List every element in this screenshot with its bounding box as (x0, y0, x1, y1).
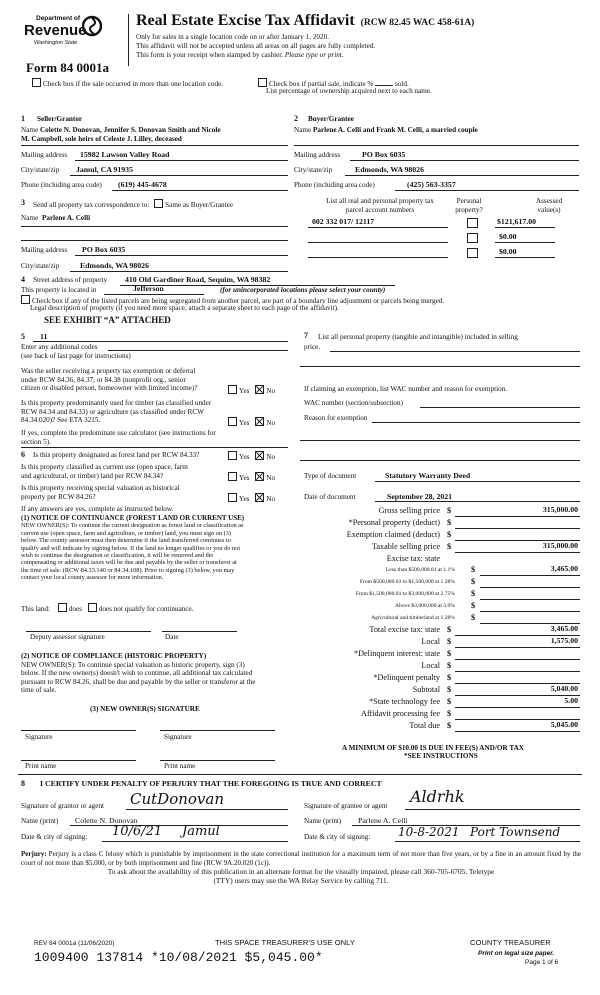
certify-statement: I CERTIFY UNDER PENALTY OF PERJURY THAT THE FOREGOING IS TRUE AND CORRECT (40, 779, 382, 788)
tax-underline-personal (455, 528, 580, 529)
tax-dollar-tier5: $ (471, 613, 476, 622)
see-instructions: *SEE INSTRUCTIONS (404, 752, 478, 760)
s6-q3-yes-checkbox[interactable] (228, 493, 237, 502)
corr-name: Parlene A. Celli (41, 214, 91, 222)
s6-q3-no-checkbox[interactable] (255, 493, 264, 502)
s5-q2-yes-checkbox[interactable] (228, 417, 237, 426)
tax-label-total: Total due (409, 721, 440, 730)
buyer-phone[interactable]: (425) 563-3357 (407, 180, 456, 189)
section6-number: 6 (21, 450, 25, 459)
corr-mailing-label: Mailing address (21, 246, 68, 254)
s6-q2-answer: Yes No (228, 472, 275, 483)
continuance-notice: (1) NOTICE OF CONTINUANCE (FOREST LAND OR CURRENT USE) NEW OWNER(S): To continue the current designation as forest land or classification as current use (open space, farm and agriculture, or timber) land, you must sign on (3) below. The county assessor must then determine if the land transferred continues to qualify and will indicate by signing below. If the land no longer qualifies or you do not wish to continue the designation or classification, it will be removed and the compensating or additional taxes will be due and payable by the seller or transferor at the time of sale. (RCW 84.33.140 or 84.34.108). Prior to signing (3) below, you may contact your local county assessor for more information. (21, 514, 245, 582)
section7-label: List all personal property (tangible and intangible) included in selling (318, 333, 518, 341)
tax-dollar-delinq-state: $ (447, 649, 452, 658)
seller-city-label: City/state/zip (21, 166, 60, 174)
dept-line3: Washington State (34, 40, 78, 46)
assessed-value-3[interactable]: $0.00 (499, 247, 517, 256)
exhibit-note: SEE EXHIBIT “A” ATTACHED (44, 315, 171, 325)
tax-dollar-gross: $ (447, 506, 452, 515)
grantor-name-print-label: Name (print) (21, 817, 59, 825)
s5-q2-answer: Yes No (228, 417, 275, 428)
tax-label-gross: Gross selling price (378, 506, 440, 515)
multi-location-checkbox[interactable] (32, 78, 41, 87)
grantee-city: Port Townsend (470, 825, 561, 839)
grantor-city: Jamul (182, 824, 220, 839)
seller-phone[interactable]: (619) 445-4678 (118, 180, 167, 189)
tax-value-total[interactable]: 5,045.00 (550, 720, 578, 729)
partial-sale-checkbox[interactable] (258, 78, 267, 87)
tax-underline-delinq-local (455, 671, 580, 672)
grantee-name-print[interactable]: Parlene A. Celli (358, 816, 408, 825)
s6-q3: Is this property receiving special valuation as historical property per RCW 84.26? (21, 484, 180, 501)
section7-label2: price. (304, 343, 321, 351)
alt-format-line1: To ask about the availability of this publication in an alternate format for the visually impaired, please call 360-705-6705. Teletype (107, 867, 495, 876)
tax-underline-tier1 (480, 575, 580, 576)
tax-dollar-tier3: $ (471, 589, 476, 598)
s6-q3-answer: Yes No (228, 493, 275, 504)
seller-mailing[interactable]: 15982 Lawson Valley Road (80, 150, 170, 159)
tax-underline-delinq-state (455, 659, 580, 660)
tax-underline-tech (455, 707, 580, 708)
tax-value-local[interactable]: 1,575.00 (550, 636, 578, 645)
header-note2: This affidavit will not be accepted unless all areas on all pages are fully completed. (136, 42, 376, 50)
dor-logo (22, 13, 106, 51)
tax-underline-subtotal (455, 695, 580, 696)
tax-label-penalty: *Delinquent penalty (373, 673, 440, 682)
tax-value-tier1[interactable]: 3,465.00 (550, 564, 578, 573)
tax-value-taxable[interactable]: 315,000.00 (542, 541, 578, 550)
parcel-header-3: Assessed value(s) (535, 197, 563, 214)
form-number: Form 84 0001a (26, 60, 110, 75)
tax-dollar-tier4: $ (471, 601, 476, 610)
location-code[interactable]: 11 (40, 332, 48, 341)
tax-dollar-affidavit: $ (447, 709, 452, 718)
corr-mailing[interactable]: PO Box 6035 (82, 245, 126, 254)
grantor-signature: CutDonovan (130, 790, 224, 808)
new-owner-signature-1: Signature (25, 733, 53, 741)
header-note3 (136, 51, 344, 60)
does-not-checkbox[interactable] (88, 603, 97, 612)
tax-value-tech[interactable]: 5.00 (564, 696, 578, 705)
partial-pct-field[interactable] (375, 85, 393, 86)
exemption-label: If claiming an exemption, list WAC number and reason for exemption. (304, 385, 508, 393)
footer-rev: REV 84 0001a (11/06/2020) (34, 940, 115, 947)
tax-label-delinq-local: Local (421, 661, 440, 670)
same-as-buyer-checkbox[interactable] (154, 199, 163, 208)
partial-sale-row: Check box if partial sale, indicate % sold. (258, 78, 409, 89)
tax-label-taxable: Taxable selling price (371, 542, 440, 551)
s5-q2-no-checkbox[interactable] (255, 417, 264, 426)
segregated-row: Check box if any of the listed parcels are being segregated from another parcel, are part of a boundary line adjustment or parcels being merged. (21, 295, 444, 306)
grantor-name-print[interactable]: Colette N. Donovan (75, 816, 138, 825)
seller-name-2: M. Campbell, sole heirs of Celeste J. Lilley, deceased (21, 134, 182, 143)
seller-phone-label: Phone (including area code) (21, 181, 102, 189)
s6-q1-yes-checkbox[interactable] (228, 451, 237, 460)
s6-q1: Is this property designated as forest land per RCW 84.33? (33, 451, 200, 459)
s5-q1-answer: Yes No (228, 385, 275, 396)
header-note1: Only for sales in a single location code on or after January 1, 2020. (136, 33, 330, 41)
s5-q2: Is this property predominantly used for timber (as classified under RCW 84.34 and 84.33) or agriculture (as classified under RCW 84.34.020)? See ETA 3215. (21, 399, 212, 425)
tax-label-tier5: Agricultural and timberland at 1.28% (371, 615, 455, 621)
s6-q2-no-checkbox[interactable] (255, 472, 264, 481)
section3-number: 3 (21, 198, 25, 207)
seller-name: Colette N. Donovan, Jennifer S. Donovan Smith and Nicole (39, 126, 221, 134)
buyer-name-row: Name Parlene A. Celli and Frank M. Celli, a married couple (294, 126, 478, 134)
tax-underline-local (455, 647, 580, 648)
form-title-row (136, 12, 474, 30)
tax-value-total-state[interactable]: 3,465.00 (550, 624, 578, 633)
tax-label-tier1: Less than $500,000.01 at 1.1% (385, 567, 455, 573)
tax-label-tier3: From $1,500,000.01 to $3,000,000 at 2.75% (355, 591, 455, 597)
assessor-signature-label: Deputy assessor signature (30, 633, 105, 641)
grantor-signature-label: Signature of grantor or agent (21, 802, 105, 810)
s6-q2: Is this property classified as current use (open space, farm and agricultural, or timber) land per RCW 84.34? (21, 463, 188, 480)
tax-underline-taxable (455, 552, 580, 553)
tax-dollar-tier1: $ (471, 565, 476, 574)
tax-dollar-subtotal: $ (447, 685, 452, 694)
section8-number: 8 (21, 779, 25, 788)
assessed-value-2[interactable]: $0.00 (499, 232, 517, 241)
corr-name-row: Name Parlene A. Celli (21, 214, 91, 222)
tax-underline-gross (455, 516, 580, 517)
reason-label: Reason for exemption (304, 414, 368, 422)
buyer-heading: Buyer/Grantee (308, 115, 354, 123)
section5-number: 5 (21, 332, 25, 341)
tax-dollar-local: $ (447, 637, 452, 646)
tax-label-tier4: Above $3,000,000 at 3.0% (395, 603, 455, 609)
tax-dollar-total-state: $ (447, 625, 452, 634)
footer-legal-paper: Print on legal size paper. (478, 950, 555, 957)
tax-dollar-exemption: $ (447, 530, 452, 539)
corr-city-label: City/state/zip (21, 262, 60, 270)
tax-underline-total (455, 731, 580, 732)
codes-label: Enter any additional codes (21, 343, 98, 351)
parcel-header-1: List all real and personal property tax parcel account numbers (326, 197, 434, 214)
s6-q4: If any answers are yes, complete as instructed below. (21, 505, 174, 513)
grantor-date: 10/6/21 (112, 824, 163, 839)
new-owner-signature-heading: (3) NEW OWNER(S) SIGNATURE (90, 705, 200, 713)
tax-value-subtotal[interactable]: 5,040.00 (550, 684, 578, 693)
buyer-city[interactable]: Edmonds, WA 98026 (355, 165, 424, 174)
s6-q1-answer: Yes No (228, 451, 275, 462)
s5-q3: If yes, complete the predominate use calculator (see instructions for section 5). (21, 429, 216, 446)
located-label: This property is located in (21, 286, 97, 294)
personal-property-checkbox-1[interactable] (467, 218, 478, 228)
buyer-phone-label: Phone (including area code) (294, 181, 375, 189)
historic-notice: (2) NOTICE OF COMPLIANCE (HISTORIC PROPERTY) NEW OWNER(S): To continue special valuation as historic property, sign (3) below. If the new owner(s) doesn't wish to continue, all additional tax calculated pursuant to RCW 84.26, shall be due and payable by the seller or transferor at the time of sale. (21, 652, 256, 695)
buyer-city-label: City/state/zip (294, 166, 333, 174)
section7-number: 7 (304, 331, 308, 340)
parcel-number-1[interactable]: 002 332 017/ 12117 (312, 217, 375, 226)
doc-date[interactable]: September 28, 2021 (387, 492, 453, 501)
tax-label-excise: Excise tax: state (386, 554, 440, 563)
perjury-notice: Perjury: Perjury is a class C felony which is punishable by imprisonment in the state correctional institution for a maximum term of not more than five years, or by a fine in an amount fixed by the court of not more than $5,000, or by both imprisonment and fine (RCW 9A.20.020 (1c)). (21, 850, 582, 867)
washington-logo-icon (82, 15, 102, 37)
buyer-mailing[interactable]: PO Box 6035 (362, 150, 406, 159)
multi-location-row: Check box if the sale occurred in more than one location code. (32, 78, 223, 89)
doc-type-label: Type of document (304, 472, 357, 480)
property-county[interactable]: Jefferson (133, 284, 164, 293)
grantee-signature: Aldrhk (410, 787, 465, 806)
tax-dollar-tier2: $ (471, 577, 476, 586)
tax-dollar-penalty: $ (447, 673, 452, 682)
tax-dollar-total: $ (447, 721, 452, 730)
s6-q1-no-checkbox[interactable] (255, 451, 264, 460)
section4-number: 4 (21, 275, 25, 284)
treasurer-stamp: 1009400 137814 *10/08/2021 $5,045.00* (34, 950, 323, 965)
tax-label-local: Local (421, 637, 440, 646)
doc-type[interactable]: Statutory Warranty Deed (385, 471, 471, 480)
minimum-fee-note: A MINIMUM OF $10.00 IS DUE IN FEE(S) AND/OR TAX (342, 744, 524, 752)
buyer-name: Parlene A. Celli and Frank M. Celli, a married couple (312, 126, 478, 134)
assessor-date-label: Date (165, 633, 179, 641)
does-checkbox[interactable] (58, 603, 67, 612)
tax-label-personal: *Personal property (deduct) (348, 518, 440, 527)
header-note3a: This form is your receipt when stamped by cashier. (136, 51, 284, 59)
seller-name-row: Name Colette N. Donovan, Jennifer S. Donovan Smith and Nicole M. Campbell, sole heirs of Celeste J. Lilley, deceased (21, 126, 221, 143)
correspondence-row: Send all property tax correspondence to: Same as Buyer/Grantee (33, 201, 234, 209)
seller-city[interactable]: Jamul, CA 91935 (76, 165, 133, 174)
new-owner-signature-2: Signature (164, 733, 192, 741)
tax-label-exemption: Exemption claimed (deduct) (346, 530, 440, 539)
grantee-date-city-label: Date & city of signing: (304, 833, 371, 841)
tax-underline-tier3 (480, 599, 580, 600)
form-title: Real Estate Excise Tax Affidavit (136, 12, 355, 29)
tax-underline-tier4 (480, 611, 580, 612)
this-land-row: This land: does does not qualify for continuance. (21, 605, 194, 613)
form-rcw: (RCW 82.45 WAC 458-61A) (360, 18, 475, 28)
wac-label: WAC number (section/subsection) (304, 399, 404, 407)
footer-page: Page 1 of 6 (525, 959, 559, 966)
tax-label-tier2: From $500,000.01 to $1,500,000 at 1.28% (359, 579, 455, 585)
tax-label-delinq-state: *Delinquent interest: state (354, 649, 440, 658)
header-note3b: Please type or print. (284, 51, 344, 59)
tax-dollar-delinq-local: $ (447, 661, 452, 670)
tax-label-total-state: Total excise tax: state (369, 625, 440, 634)
seller-mailing-label: Mailing address (21, 151, 68, 159)
tax-dollar-personal: $ (447, 518, 452, 527)
s5-q1: Was the seller receiving a property tax exemption or deferral under RCW 84.36, 84.37, or 84.38 (nonprofit org., senior citizen or disabled person, homeowner with limited income)? (21, 367, 198, 393)
tax-value-gross[interactable]: 315,000.00 (542, 505, 578, 514)
new-owner-print-1: Print name (25, 762, 57, 770)
tax-label-subtotal: Subtotal (412, 685, 440, 694)
personal-property-checkbox-2[interactable] (467, 233, 478, 243)
dept-line1: Department of (36, 15, 81, 22)
dept-line2: Revenue (24, 22, 87, 39)
footer-county: COUNTY TREASURER (470, 938, 551, 947)
grantee-name-print-label: Name (print) (304, 817, 342, 825)
section2-number: 2 (294, 114, 298, 123)
alt-format-line2: (TTY) users may use the WA Relay Service by calling 711. (213, 876, 389, 885)
unincorp-note: (for unincorporated locations please select your county) (220, 286, 386, 294)
personal-property-checkbox-3[interactable] (467, 248, 478, 258)
doc-date-label: Date of document (304, 493, 356, 501)
tax-dollar-tech: $ (447, 697, 452, 706)
street-label: Street address of property (33, 276, 108, 284)
tax-label-affidavit: Affidavit processing fee (361, 709, 440, 718)
tax-label-tech: *State technology fee (369, 697, 440, 706)
s5-q1-yes-checkbox[interactable] (228, 385, 237, 394)
tax-dollar-taxable: $ (447, 542, 452, 551)
list-pct-note: List percentage of ownership acquired next to each name. (266, 87, 432, 95)
assessed-value-1[interactable]: $121,617.00 (497, 217, 536, 226)
tax-underline-tier2 (480, 587, 580, 588)
section1-number: 1 (21, 114, 25, 123)
buyer-mailing-label: Mailing address (294, 151, 341, 159)
footer-treasurer-use: THIS SPACE TREASURER'S USE ONLY (215, 938, 355, 947)
segregated-checkbox[interactable] (21, 295, 30, 304)
new-owner-print-2: Print name (164, 762, 196, 770)
s6-q2-yes-checkbox[interactable] (228, 472, 237, 481)
parcel-header-2: Personal property? (455, 197, 483, 214)
seller-heading: Seller/Grantor (37, 115, 83, 123)
legal-description-label: Legal description of property (if you need more space, attach a separate sheet to each page of the affidavit). (30, 304, 339, 312)
codes-note: (see back of last page for instructions) (21, 352, 131, 360)
corr-city[interactable]: Edmonds, WA 98026 (80, 261, 149, 270)
grantee-date: 10-8-2021 (398, 825, 460, 839)
property-street[interactable]: 410 Old Gardiner Road, Sequim, WA 98382 (125, 275, 271, 284)
s5-q1-no-checkbox[interactable] (255, 385, 264, 394)
grantor-date-city-label: Date & city of signing: (21, 833, 88, 841)
grantee-signature-label: Signature of grantee or agent (304, 802, 388, 810)
